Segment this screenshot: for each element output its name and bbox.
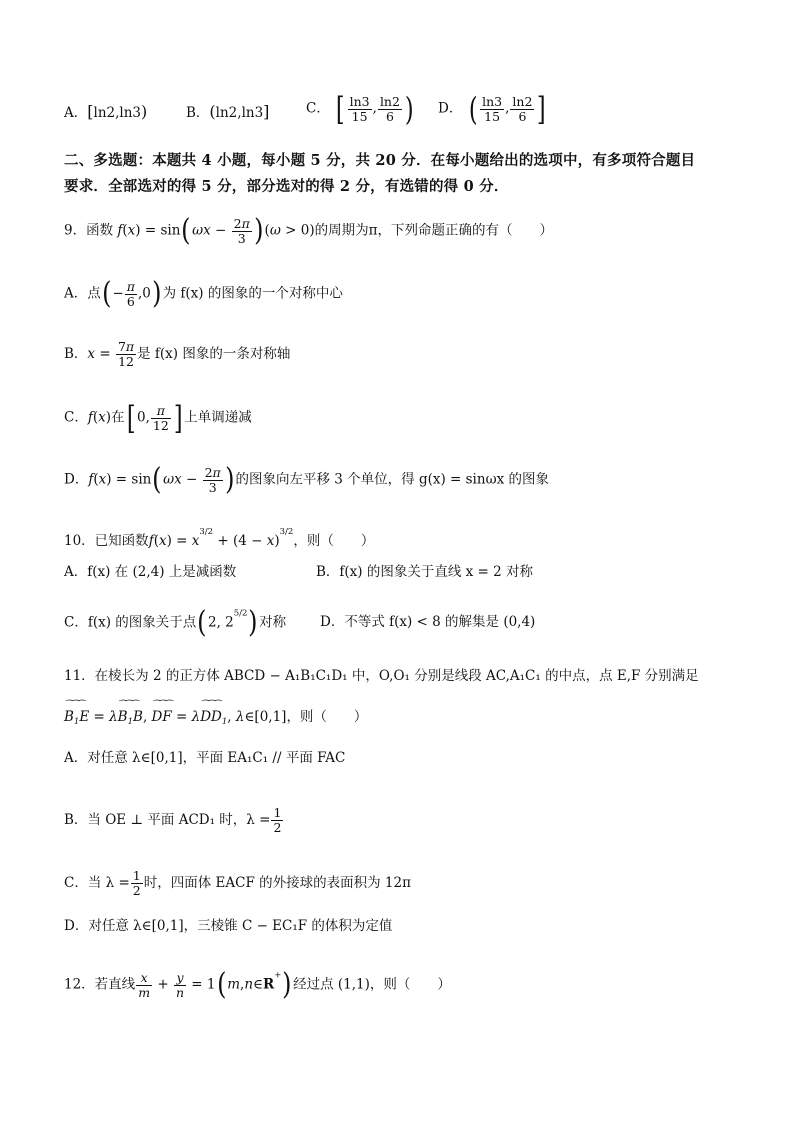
q11-option-b: B．当 OE ⊥ 平面 ACD₁ 时，λ = $\frac{1}{2}$ — [64, 805, 282, 835]
q9-option-b: B．x = $\frac{7\pi}{12}$ 是 f(x) 图象的一条对称轴 — [64, 339, 291, 369]
q11-stem-vectors: ⁀⁀⁀ $B_1E$ = λ⁀⁀⁀ $B_1B$, ⁀⁀⁀ DF = λ⁀⁀⁀ $DD_1$, λ∈[0,1]，则（ ） — [64, 711, 367, 727]
q8-option-c: C． [ $\frac{\ln 3}{15}$ , $\frac{\ln 2}{6}$ ) — [306, 90, 414, 128]
q9-option-c: C．f(x)在[ 0, $\frac{\pi}{12}$ ] 上单调递减 — [64, 399, 252, 437]
q9-option-d: D．f(x) = sin(ωx − $\frac{2\pi}{3}$ )的图象向左平移 3 个单位，得 g(x) = sinωx 的图象 — [64, 462, 549, 497]
q10-stem: 10．已知函数$f(x) = x^{3/2} + (4 - x)^{3/2}$，则（ ） — [64, 527, 375, 549]
q11-option-c: C．当 λ = $\frac{1}{2}$ 时，四面体 EACF 的外接球的表面积为 12π — [64, 868, 411, 898]
q8-option-a: A．[ln2,ln3) — [64, 102, 148, 121]
section2-heading-line1: 二、多选题：本题共 4 小题，每小题 5 分，共 20 分．在每小题给出的选项中，有多项符合题目 — [64, 152, 696, 169]
q10-option-a: A．f(x) 在 (2,4) 上是减函数 — [64, 564, 237, 580]
section2-heading-line2: 要求．全部选对的得 5 分，部分选对的得 2 分，有选错的得 0 分． — [64, 178, 509, 195]
q11-option-a: A．对任意 λ∈[0,1]，平面 EA₁C₁ // 平面 FAC — [64, 750, 346, 766]
q10-option-c: C．f(x) 的图象关于点(2, $2^{5/2}$)对称 — [64, 605, 287, 640]
q11-stem: 11．在棱长为 2 的正方体 ABCD − A₁B₁C₁D₁ 中，O,O₁ 分别是线段 AC,A₁C₁ 的中点，点 E,F 分别满足 — [64, 668, 699, 684]
q9-stem: 9．函数 f(x) = sin(ωx − $\frac{2\pi}{3}$ )(ω > 0)的周期为π，下列命题正确的有（ ） — [64, 213, 553, 248]
q11-option-d: D．对任意 λ∈[0,1]，三棱锥 C − EC₁F 的体积为定值 — [64, 918, 393, 934]
q8-option-d: D． ( $\frac{\ln 3}{15}$ , $\frac{\ln 2}{6}$ ] — [438, 90, 547, 128]
q8-option-b: B．(ln2,ln3] — [186, 102, 270, 121]
q10-option-d: D．不等式 f(x) < 8 的解集是 (0,4) — [320, 614, 536, 630]
q9-option-a: A．点(− $\frac{\pi}{6}$ ,0)为 f(x) 的图象的一个对称中心 — [64, 276, 343, 311]
q12-stem: 12．若直线 $\frac{x}{m}$ + $\frac{y}{n}$ = 1(m,n∈R+)经过点 (1,1)，则（ ） — [64, 967, 451, 1002]
q10-option-b: B．f(x) 的图象关于直线 x = 2 对称 — [316, 564, 534, 580]
